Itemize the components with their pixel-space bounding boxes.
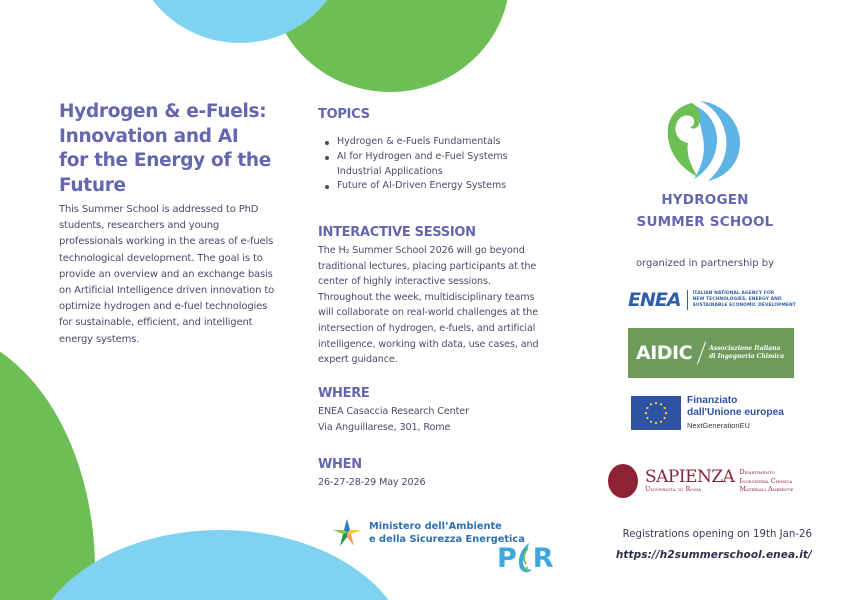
star-icon xyxy=(331,517,363,549)
where-section xyxy=(318,385,543,435)
enea-text-line: ITALIAN NATIONAL AGENCY FOR xyxy=(692,291,775,296)
aidic-text-line: di Ingegneria Chimica xyxy=(709,353,785,360)
list-item: Hydrogen & e-Fuels Fundamentals xyxy=(324,135,543,150)
dept-line: Materiali Ambiente xyxy=(739,485,794,494)
aidic-logo xyxy=(628,328,794,378)
venue-name: ENEA Casaccia Research Center xyxy=(318,406,469,417)
hydrogen-school-logo-icon xyxy=(664,97,744,181)
registration-notice: Registrations opening on 19th Jan-26 xyxy=(622,529,812,540)
venue-address: Via Anguillarese, 301, Rome xyxy=(318,421,451,433)
eu-text-line2: dall'Unione europea xyxy=(687,407,784,418)
ministry-logo xyxy=(331,517,525,549)
enea-logo xyxy=(628,289,796,311)
eu-text-line1: Finanziato xyxy=(687,395,738,406)
title-line: Innovation and AI xyxy=(59,125,239,147)
ministry-name-line1: Ministero dell’Ambiente xyxy=(369,521,502,532)
divider xyxy=(687,290,688,310)
website-link[interactable]: https://h2summerschool.enea.it/ xyxy=(615,549,812,561)
eu-text-line3: NextGenerationEU xyxy=(687,421,750,430)
intro-paragraph: This Summer School is addressed to PhD students, researchers and young professionals working in the areas of e-fuels technological development. The goal is to provide an overview and an exchange basis on Artificial Intelligence driven innovation to optimize hydrogen and e-fuel technologies for sustainable, efficient, and intelligent energy systems. xyxy=(59,204,275,345)
partnership-label: organized in partnership by xyxy=(635,258,775,269)
topics-heading: TOPICS xyxy=(318,107,370,122)
page-title xyxy=(59,100,281,198)
enea-mark: ENEA xyxy=(628,289,681,311)
topics-section xyxy=(318,106,543,194)
list-item: AI for Hydrogen and e-Fuel Systems Industrial Applications xyxy=(324,150,543,180)
list-item: Future of AI-Driven Energy Systems xyxy=(324,179,543,194)
leaf-drop-icon xyxy=(514,540,534,576)
pcr-letter: R xyxy=(532,542,552,574)
sapienza-name: SAPIENZA xyxy=(645,467,735,487)
enea-text-line: SUSTAINABLE ECONOMIC DEVELOPMENT xyxy=(692,303,796,308)
svg-text:H2: H2 xyxy=(522,567,527,573)
enea-text-line: NEW TECHNOLOGIES, ENERGY AND xyxy=(692,297,782,302)
interactive-session-section xyxy=(318,224,543,368)
decorative-green-circle-left xyxy=(0,330,95,600)
pcr-letter: P xyxy=(497,542,515,574)
branding-panel xyxy=(600,0,848,600)
brand-name xyxy=(600,189,810,233)
title-line: Future xyxy=(59,174,126,196)
when-heading: WHEN xyxy=(318,457,362,472)
eu-flag-icon xyxy=(631,396,681,430)
intro-panel xyxy=(59,100,281,348)
ministry-name-line2: e della Sicurezza Energetica xyxy=(369,534,525,545)
event-dates: 26-27-28-29 May 2026 xyxy=(318,477,426,488)
sapienza-subtitle: Università di Roma xyxy=(645,486,702,493)
pcr-logo xyxy=(497,540,552,576)
interactive-heading: INTERACTIVE SESSION xyxy=(318,225,476,240)
brand-line2: SUMMER SCHOOL xyxy=(636,214,774,230)
sapienza-logo xyxy=(608,464,793,498)
divider xyxy=(697,342,706,365)
interactive-body: The H₂ Summer School 2026 will go beyond traditional lectures, placing participants at the center of highly interactive sessions. Throughout the week, multidisciplinary teams will collaborate on real-world challenges at the intersection of hydrogen, e-fuels, and artificial intelligence, working with data, use cases, and expert guidance. xyxy=(318,245,539,366)
brand-line1: HYDROGEN xyxy=(661,192,749,208)
topics-list xyxy=(318,135,543,194)
title-line: Hydrogen & e-Fuels: xyxy=(59,101,267,122)
eu-funding-logo xyxy=(631,395,784,430)
aidic-text-line: Associazione Italiana xyxy=(709,344,781,352)
dept-line: Dipartimento xyxy=(739,468,776,477)
sapienza-seal-icon xyxy=(608,464,638,498)
title-line: for the Energy of the xyxy=(59,150,272,171)
where-heading: WHERE xyxy=(318,386,370,401)
when-section xyxy=(318,456,543,491)
aidic-mark: AIDIC xyxy=(636,342,693,364)
dept-line: Ingegneria Chimica xyxy=(739,476,793,485)
